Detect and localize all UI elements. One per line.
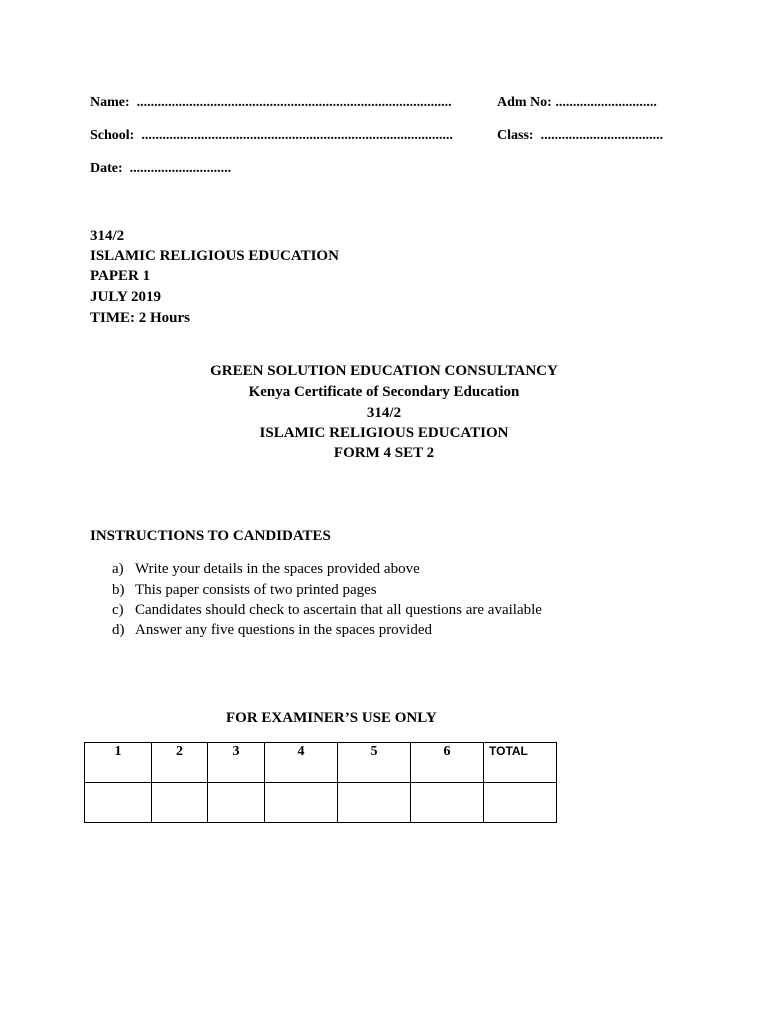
adm-no-dots: ............................. bbox=[555, 95, 657, 110]
score-column-header: 5 bbox=[338, 743, 411, 783]
paper-date: JULY 2019 bbox=[90, 289, 161, 305]
instruction-text: Candidates should check to ascertain that all questions are available bbox=[135, 602, 542, 618]
paper-time: TIME: 2 Hours bbox=[90, 310, 191, 326]
score-cell-1[interactable] bbox=[85, 783, 152, 823]
title-set: FORM 4 SET 2 bbox=[333, 445, 435, 461]
paper-code: 314/2 bbox=[90, 228, 125, 244]
score-column-header: 2 bbox=[152, 743, 208, 783]
score-column-header: 4 bbox=[265, 743, 338, 783]
score-cell-6[interactable] bbox=[411, 783, 484, 823]
total-column-header: TOTAL bbox=[484, 743, 557, 783]
certificate-title: Kenya Certificate of Secondary Education bbox=[248, 384, 520, 400]
instruction-letter: d) bbox=[112, 622, 125, 638]
adm-no-field bbox=[497, 95, 657, 111]
date-dots: ............................. bbox=[129, 161, 232, 176]
date-label: Date: bbox=[90, 161, 123, 176]
paper-subject: ISLAMIC RELIGIOUS EDUCATION bbox=[90, 248, 339, 264]
class-field bbox=[497, 128, 663, 144]
paper-number: PAPER 1 bbox=[90, 268, 151, 284]
date-field bbox=[90, 161, 231, 177]
score-column-header: 1 bbox=[85, 743, 152, 783]
instruction-item bbox=[112, 602, 542, 619]
examiner-score-table bbox=[84, 742, 557, 823]
score-column-header: 3 bbox=[208, 743, 265, 783]
instruction-letter: b) bbox=[112, 582, 125, 598]
school-field bbox=[90, 128, 453, 144]
title-code: 314/2 bbox=[366, 405, 402, 421]
score-entry-row bbox=[85, 783, 557, 823]
instruction-text: This paper consists of two printed pages bbox=[135, 582, 377, 598]
class-dots: ................................... bbox=[540, 128, 664, 143]
school-label: School: bbox=[90, 128, 135, 143]
name-label: Name: bbox=[90, 95, 130, 110]
instruction-item bbox=[112, 582, 377, 599]
title-subject: ISLAMIC RELIGIOUS EDUCATION bbox=[259, 425, 509, 441]
score-cell-2[interactable] bbox=[152, 783, 208, 823]
score-column-header: 6 bbox=[411, 743, 484, 783]
score-cell-total[interactable] bbox=[484, 783, 557, 823]
instruction-item bbox=[112, 561, 420, 578]
school-dots: ......................................................................................... bbox=[141, 128, 453, 143]
score-header-row bbox=[85, 743, 557, 783]
class-label: Class: bbox=[497, 128, 534, 143]
score-cell-4[interactable] bbox=[265, 783, 338, 823]
instruction-letter: c) bbox=[112, 602, 124, 618]
examiner-heading: FOR EXAMINER’S USE ONLY bbox=[226, 710, 437, 726]
instruction-item bbox=[112, 622, 432, 639]
adm-no-label: Adm No: bbox=[497, 95, 552, 110]
instruction-letter: a) bbox=[112, 561, 124, 577]
instructions-heading: INSTRUCTIONS TO CANDIDATES bbox=[90, 528, 331, 544]
name-dots: .......................................................................................... bbox=[136, 95, 452, 110]
name-field bbox=[90, 95, 452, 111]
instruction-text: Answer any five questions in the spaces provided bbox=[135, 622, 433, 638]
instruction-text: Write your details in the spaces provided above bbox=[135, 561, 420, 577]
organization-title: GREEN SOLUTION EDUCATION CONSULTANCY bbox=[210, 363, 558, 379]
score-cell-5[interactable] bbox=[338, 783, 411, 823]
score-cell-3[interactable] bbox=[208, 783, 265, 823]
